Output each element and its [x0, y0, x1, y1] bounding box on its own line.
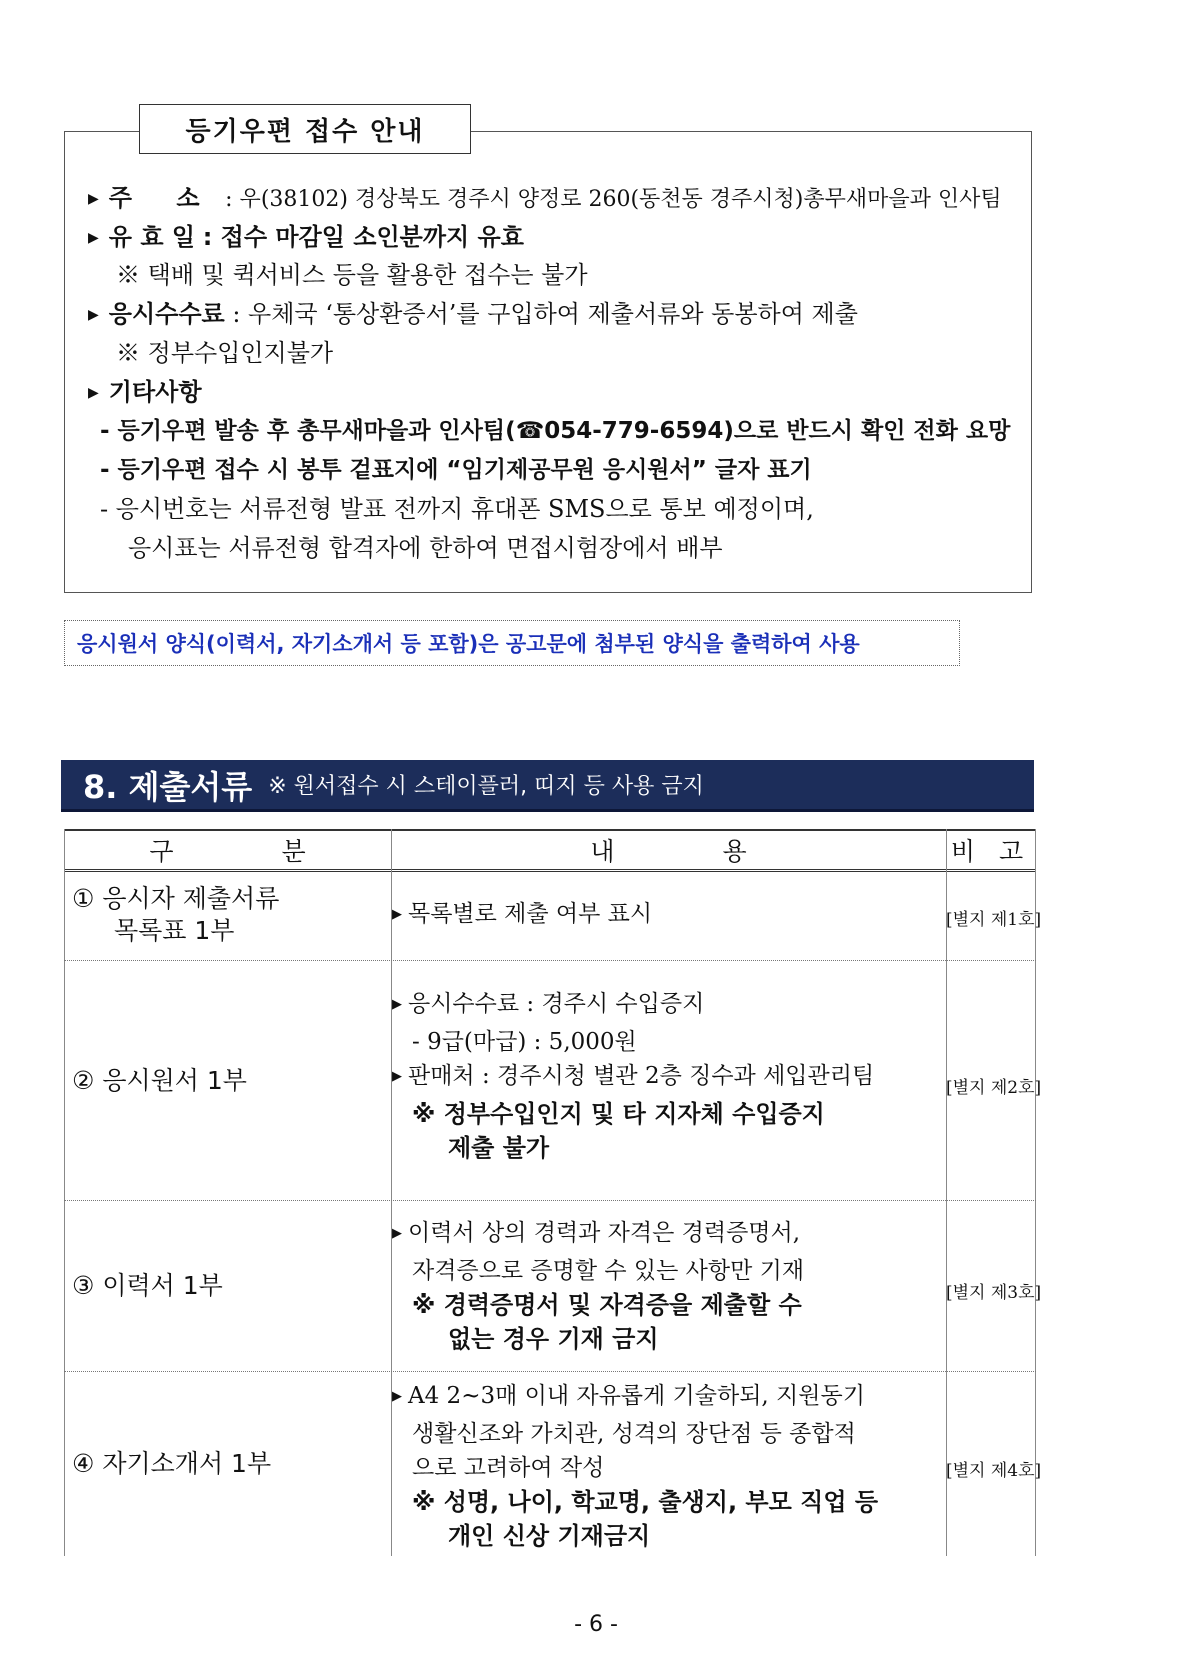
- etc-line: [88, 376, 202, 412]
- header-note: 비 고: [950, 837, 1032, 866]
- triangle-bullet-icon: ▶: [392, 1226, 402, 1241]
- content-line: 으로 고려하여 작성: [412, 1455, 605, 1481]
- row-label: ① 응시자 제출서류: [72, 884, 280, 913]
- row-content: [392, 897, 652, 935]
- warning-line: ※ 경력증명서 및 자격증을 제출할 수: [412, 1291, 802, 1319]
- address-line: [88, 182, 1002, 218]
- row-note: [별지 제3호]: [946, 1283, 1042, 1303]
- content-line: - 9급(마급) : 5,000원: [412, 1029, 637, 1055]
- etc-item-4: 응시표는 서류전형 합격자에 한하여 면접시험장에서 배부: [128, 534, 723, 562]
- row-note: [별지 제1호]: [946, 910, 1042, 930]
- warning-line: ※ 정부수입인지 및 타 지자체 수입증지: [412, 1100, 825, 1128]
- triangle-bullet-icon: ▶: [88, 307, 99, 323]
- triangle-bullet-icon: ▶: [88, 230, 99, 246]
- triangle-bullet-icon: ▶: [392, 1069, 402, 1084]
- registered-mail-title: 등기우편 접수 안내: [139, 104, 471, 154]
- content-line: 목록별로 제출 여부 표시: [408, 901, 653, 927]
- fee-line: [88, 298, 858, 334]
- triangle-bullet-icon: ▶: [392, 1389, 402, 1404]
- fee-value: : 우체국 ‘통상환증서’를 구입하여 제출서류와 동봉하여 제출: [232, 300, 858, 328]
- row-label: ② 응시원서 1부: [72, 1066, 247, 1095]
- content-line: 이력서 상의 경력과 자격은 경력증명서,: [408, 1220, 801, 1246]
- etc-label: 기타사항: [108, 378, 202, 406]
- table-row: [64, 872, 1042, 961]
- address-value: : 우(38102) 경상북도 경주시 양정로 260(동천동 경주시청)총무새마을과 인사팀: [225, 187, 1002, 212]
- etc-item-2: - 등기우편 접수 시 봉투 겉표지에 “임기제공무원 응시원서” 글자 표기: [100, 457, 812, 483]
- content-line: 응시수수료 : 경주시 수입증지: [408, 991, 705, 1017]
- header-content: 내 용: [590, 837, 797, 866]
- valid-value: : 접수 마감일 소인분까지 유효: [202, 223, 524, 251]
- warning-line: ※ 성명, 나이, 학교명, 출생지, 부모 직업 등: [412, 1488, 879, 1516]
- triangle-bullet-icon: ▶: [88, 385, 99, 401]
- valid-note: ※ 택배 및 퀵서비스 등을 활용한 접수는 불가: [116, 261, 588, 289]
- table-row: [64, 1201, 1042, 1372]
- warning-line: 개인 신상 기재금지: [448, 1522, 651, 1550]
- table-row: [64, 1372, 1042, 1556]
- content-line: 자격증으로 증명할 수 있는 사항만 기재: [412, 1258, 805, 1284]
- content-line: 판매처 : 경주시청 별관 2층 징수과 세입관리팀: [408, 1063, 875, 1089]
- table-row: [64, 961, 1042, 1201]
- row-label: ④ 자기소개서 1부: [72, 1449, 272, 1478]
- content-line: 생활신조와 가치관, 성격의 장단점 등 종합적: [412, 1421, 856, 1447]
- fee-label: 응시수수료: [108, 300, 225, 328]
- page-number: - 6 -: [574, 1612, 618, 1637]
- content-line: A4 2~3매 이내 자유롭게 기술하되, 지원동기: [408, 1383, 865, 1409]
- triangle-bullet-icon: ▶: [392, 907, 402, 922]
- triangle-bullet-icon: ▶: [392, 997, 402, 1012]
- table-header: [64, 829, 1036, 872]
- warning-line: 없는 경우 기재 금지: [448, 1325, 659, 1353]
- valid-line: [88, 221, 524, 257]
- triangle-bullet-icon: ▶: [88, 191, 99, 207]
- fee-note: ※ 정부수입인지불가: [116, 339, 334, 367]
- row-label: ③ 이력서 1부: [72, 1271, 223, 1300]
- row-note: [별지 제4호]: [946, 1461, 1042, 1481]
- section-note: ※ 원서접수 시 스테이플러, 띠지 등 사용 금지: [268, 774, 704, 799]
- warning-line: 제출 불가: [448, 1134, 550, 1162]
- row-content: [392, 1216, 804, 1356]
- row-content: [392, 1379, 878, 1553]
- etc-item-3: - 응시번호는 서류전형 발표 전까지 휴대폰 SMS으로 통보 예정이며,: [100, 495, 814, 523]
- form-notice: 응시원서 양식(이력서, 자기소개서 등 포함)은 공고문에 첨부된 양식을 출력하여 사용: [64, 620, 960, 666]
- header-category: 구 분: [149, 837, 356, 866]
- etc-item-1: - 등기우편 발송 후 총무새마을과 인사팀(☎054-779-6594)으로 반드시 확인 전화 요망: [100, 418, 1011, 444]
- row-label-sub: 목록표 1부: [114, 916, 235, 945]
- address-label: 주 소: [108, 183, 218, 212]
- valid-label: 유 효 일: [108, 223, 196, 251]
- row-content: [392, 987, 874, 1165]
- row-note: [별지 제2호]: [946, 1078, 1042, 1098]
- section-header: [61, 760, 1034, 812]
- section-title: 8. 제출서류: [83, 767, 253, 806]
